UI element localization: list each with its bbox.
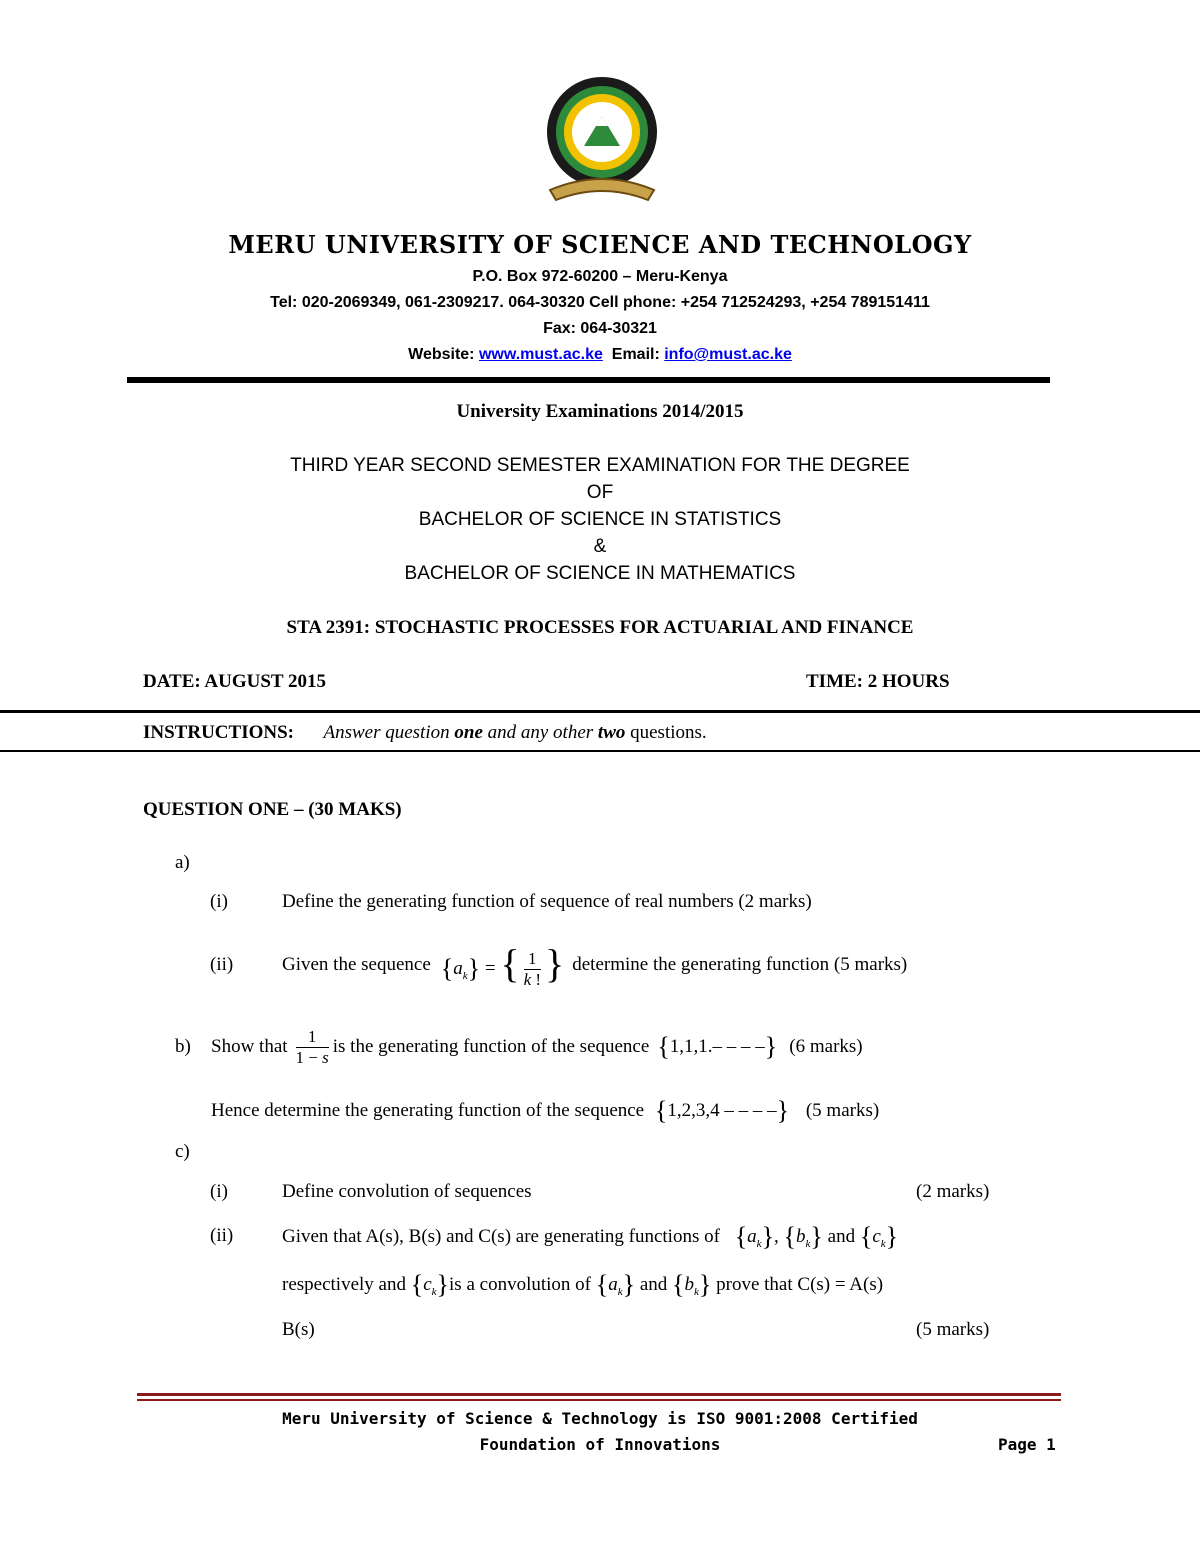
contact-line	[0, 346, 1200, 364]
seq-b-k-2: $\{b_k\}$	[672, 1270, 712, 1299]
instructions-text-d: two	[597, 722, 626, 743]
part-c-i-number: (i)	[210, 1181, 228, 1202]
fraction-one-over-one-minus-s: $\frac{1}{1 - s}$	[295, 1026, 329, 1067]
part-a-label: a)	[175, 852, 190, 873]
exam-time: TIME: 2 HOURS	[806, 671, 950, 692]
footer-rule-top	[137, 1393, 1061, 1396]
instructions-text-e: questions.	[625, 722, 707, 743]
part-c-i-marks: (2 marks)	[916, 1181, 990, 1202]
email-label: Email:	[611, 346, 660, 363]
seq-b-k: $\{b_k\}$	[783, 1222, 823, 1251]
part-c-ii-number: (ii)	[210, 1225, 234, 1246]
telephone: Tel: 020-2069349, 061-2309217. 064-30320 Cell phone: +254 712524293, +254 789151411	[270, 294, 930, 311]
part-b-pre: Show that	[211, 1036, 288, 1057]
fax: Fax: 064-30321	[543, 320, 657, 337]
part-c-ii-text-2c: and	[639, 1274, 668, 1295]
instructions-text-c: and any other	[482, 722, 598, 743]
instructions-top-rule	[0, 710, 1200, 713]
part-a-ii-pre: Given the sequence	[282, 954, 431, 975]
exam-line-1: THIRD YEAR SECOND SEMESTER EXAMINATION FOR THE DEGREE	[290, 455, 910, 476]
seq-c-k-2: $\{c_k\}$	[410, 1270, 450, 1299]
university-name: MERU UNIVERSITY OF SCIENCE AND TECHNOLOGY	[228, 230, 972, 259]
part-b2-text	[211, 1096, 879, 1126]
footer-certification: Meru University of Science & Technology is ISO 9001:2008 Certified	[282, 1409, 918, 1428]
part-c-ii-line-3: B(s)	[282, 1319, 315, 1340]
instructions-label: INSTRUCTIONS:	[143, 722, 294, 743]
part-a-i-number: (i)	[210, 891, 228, 912]
header-divider	[127, 377, 1050, 383]
course-title: STA 2391: STOCHASTIC PROCESSES FOR ACTUARIAL AND FINANCE	[286, 617, 914, 638]
exam-line-3: BACHELOR OF SCIENCE IN STATISTICS	[418, 509, 782, 530]
part-c-ii-text-1: Given that A(s), B(s) and C(s) are generating functions of	[282, 1226, 720, 1247]
part-b2-marks: (5 marks)	[805, 1100, 880, 1121]
instructions	[143, 722, 707, 744]
exam-session: University Examinations 2014/2015	[456, 401, 744, 422]
instructions-text-a: Answer question	[323, 722, 455, 743]
part-a-i-text: Define the generating function of sequence of real numbers (2 marks)	[282, 891, 812, 912]
part-c-ii-line-2	[282, 1270, 883, 1300]
website-label: Website:	[408, 346, 475, 363]
part-a-ii-post: determine the generating function (5 marks)	[572, 954, 908, 975]
footer-rule-bottom	[137, 1399, 1061, 1401]
part-b2-pre: Hence determine the generating function of the sequence	[211, 1100, 645, 1121]
exam-line-5: BACHELOR OF SCIENCE IN MATHEMATICS	[404, 563, 796, 584]
seq-c-k: $\{c_k\}$	[859, 1222, 899, 1251]
sequence-integers: {1,2,3,4 – – – –}	[654, 1096, 790, 1125]
part-a-ii-text	[282, 940, 907, 990]
part-b-text	[211, 1022, 863, 1072]
exam-line-2: OF	[586, 482, 614, 503]
part-c-ii-text-2a: respectively and	[282, 1274, 406, 1295]
exam-date: DATE: AUGUST 2015	[143, 671, 326, 692]
question-one-heading: QUESTION ONE – (30 MAKS)	[143, 799, 402, 820]
exam-line-4: &	[593, 536, 607, 557]
part-c-ii-text-2b: is a convolution of	[449, 1274, 591, 1295]
part-c-ii-line-1: Given that A(s), B(s) and C(s) are generating functions of $\{a_k\}$, $\{b_k\}$ and $\{c_k\}$	[282, 1222, 899, 1251]
part-b-marks: (6 marks)	[789, 1036, 863, 1057]
seq-a-k-2: $\{a_k\}$	[595, 1270, 636, 1299]
instructions-text-b: one	[454, 722, 483, 743]
sequence-integers-values: 1,2,3,4 – – – –	[667, 1100, 777, 1121]
sequence-ones-values: 1,1,1.– – – –	[669, 1036, 765, 1057]
university-logo	[540, 72, 664, 212]
seq-a-k: $\{a_k\}$	[734, 1222, 775, 1251]
part-c-ii-text-2d: prove that C(s) = A(s)	[716, 1274, 884, 1295]
website-link[interactable]: www.must.ac.ke	[478, 346, 603, 363]
po-box: P.O. Box 972-60200 – Meru-Kenya	[472, 268, 728, 285]
part-b-mid: is the generating function of the sequence	[332, 1036, 650, 1057]
footer-motto: Foundation of Innovations	[479, 1435, 721, 1454]
part-c-i-text: Define convolution of sequences	[282, 1181, 532, 1202]
instructions-bottom-rule	[0, 750, 1200, 752]
part-c-ii-marks: (5 marks)	[916, 1319, 990, 1340]
part-c-ii-and: and	[827, 1226, 856, 1247]
part-c-label: c)	[175, 1141, 190, 1162]
email-link[interactable]: info@must.ac.ke	[664, 346, 792, 363]
page-number: Page 1	[998, 1435, 1056, 1454]
part-b-label: b)	[175, 1036, 191, 1057]
part-a-ii-number: (ii)	[210, 954, 234, 975]
sequence-ones: {1,1,1.– – – –}	[657, 1032, 778, 1061]
sequence-ak-formula: $\{a_k\}$ = { $\frac{1}{k !}$ }	[440, 940, 565, 990]
